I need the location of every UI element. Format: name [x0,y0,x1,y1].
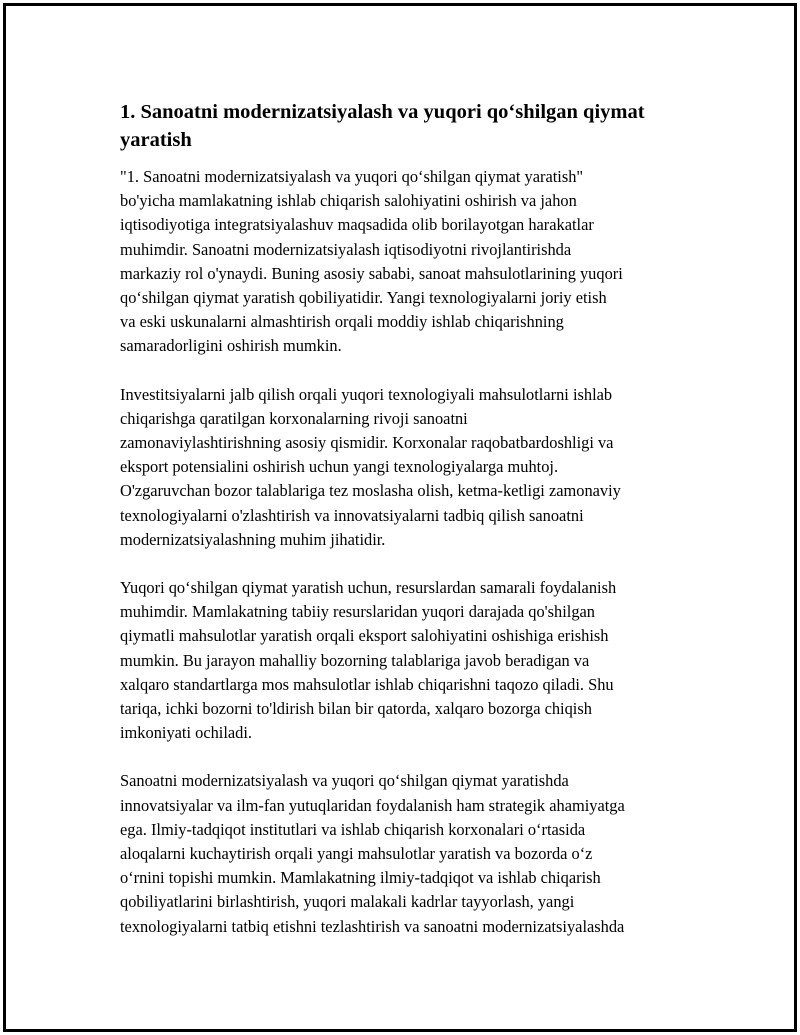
paragraph-3 [120,576,700,745]
text-line: markaziy rol o'ynaydi. Buning asosiy sababi, sanoat mahsulotlarining yuqori [120,263,623,283]
text-line: zamonaviylashtirishning asosiy qismidir. Korxonalar raqobatbardoshligi va [120,433,614,453]
title-line: yaratish [120,129,192,151]
text-line: qiymatli mahsulotlar yaratish orqali eksport salohiyatini oshishiga erishish [120,626,609,646]
text-line: xalqaro standartlarga mos mahsulotlar ishlab chiqarishni taqozo qiladi. Shu [120,674,614,694]
title-line: 1. Sanoatni modernizatsiyalash va yuqori qo‘shilgan qiymat [120,101,645,123]
text-line: bo'yicha mamlakatning ishlab chiqarish salohiyatini oshirish va jahon [120,191,577,211]
text-line: ega. Ilmiy-tadqiqot institutlari va ishlab chiqarish korxonalari o‘rtasida [120,819,586,839]
text-line: muhimdir. Sanoatni modernizatsiyalash iqtisodiyotni rivojlantirishda [120,239,572,259]
text-line: Sanoatni modernizatsiyalash va yuqori qo‘shilgan qiymat yaratishda [120,771,569,791]
text-line: va eski uskunalarni almashtirish orqali moddiy ishlab chiqarishning [120,312,564,332]
paragraph-2 [120,383,700,552]
paragraph-4 [120,769,700,938]
text-line: o‘rnini topishi mumkin. Mamlakatning ilmiy-tadqiqot va ishlab chiqarish [120,868,601,888]
text-line: "1. Sanoatni modernizatsiyalash va yuqori qo‘shilgan qiymat yaratish" [120,167,584,186]
text-line: qo‘shilgan qiymat yaratish qobiliyatidir. Yangi texnologiyalarni joriy etish [120,288,607,308]
text-line: Yuqori qo‘shilgan qiymat yaratish uchun, resurslardan samarali foydalanish [120,578,617,598]
text-line: texnologiyalarni tatbiq etishni tezlashtirish va sanoatni modernizatsiyalashda [120,916,625,936]
text-line: O'zgaruvchan bozor talablariga tez moslasha olish, ketma-ketligi zamonaviy [120,481,621,501]
document-body [120,98,700,963]
text-line: eksport potensialini oshirish uchun yangi texnologiyalarga muhtoj. [120,457,559,477]
text-line: modernizatsiyalashning muhim jihatidir. [120,529,386,549]
text-line: iqtisodiyotiga integratsiyalashuv maqsadida olib borilayotgan harakatlar [120,215,594,235]
page-border [3,3,797,1032]
text-line: texnologiyalarni o'zlashtirish va innovatsiyalarni tadbiq qilish sanoatni [120,505,584,525]
document-title [120,98,700,154]
text-line: muhimdir. Mamlakatning tabiiy resurslaridan yuqori darajada qo'shilgan [120,602,595,622]
text-line: Investitsiyalarni jalb qilish orqali yuqori texnologiyali mahsulotlarni ishlab [120,384,613,404]
text-line: innovatsiyalar va ilm-fan yutuqlaridan foydalanish ham strategik ahamiyatga [120,795,625,815]
text-line: qobiliyatlarini birlashtirish, yuqori malakali kadrlar tayyorlash, yangi [120,892,575,912]
text-line: samaradorligini oshirish mumkin. [120,336,342,356]
text-line: aloqalarni kuchaytirish orqali yangi mahsulotlar yaratish va bozorda o‘z [120,844,593,864]
text-line: tariqa, ichki bozorni to'ldirish bilan bir qatorda, xalqaro bozorga chiqish [120,699,592,719]
paragraph-1 [120,165,700,359]
text-line: imkoniyati ochiladi. [120,723,253,743]
text-line: mumkin. Bu jarayon mahalliy bozorning talablariga javob beradigan va [120,650,590,670]
text-line: chiqarishga qaratilgan korxonalarning rivoji sanoatni [120,408,468,428]
